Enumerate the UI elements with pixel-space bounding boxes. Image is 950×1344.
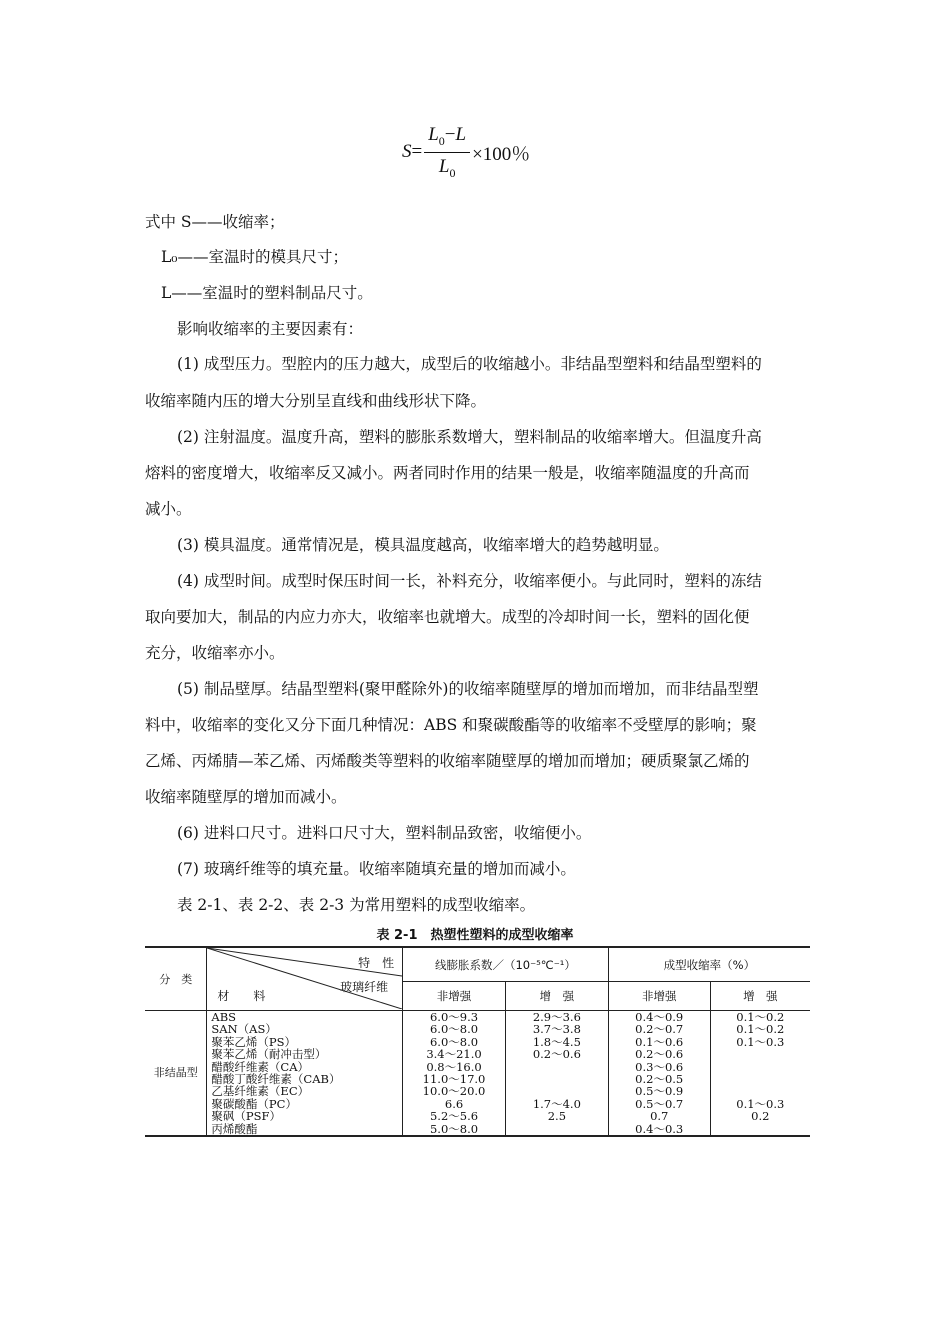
diag-bottom-label: 材 料 [217,989,266,1003]
shrinkage-unreinforced-cell: 0.2～0.5 [608,1073,710,1085]
shrinkage-reinforced-cell: 0.1～0.3 [710,1036,810,1048]
expansion-reinforced-cell: 1.7～4.0 [505,1098,608,1110]
expansion-unreinforced-cell: 3.4～21.0 [403,1048,506,1060]
material-name-cell: SAN（AS） [207,1023,403,1035]
table-group-shrinkage: 成型收缩率（%） [608,947,810,982]
material-name-cell: 丙烯酸酯 [207,1123,403,1136]
shrinkage-unreinforced-cell: 0.7 [608,1110,710,1122]
table-title: 表 2-1 热塑性塑料的成型收缩率 [376,928,574,943]
expansion-unreinforced-cell: 5.2～5.6 [403,1110,506,1122]
para2-line2: 熔料的密度增大，收缩率反又减小。两者同时作用的结果一般是，收缩率随温度的升高而 [145,464,750,482]
para1-line2: 收缩率随内压的增大分别呈直线和曲线形状下降。 [145,392,487,410]
shrinkage-table [145,946,810,1137]
definition-l: L——室温时的塑料制品尺寸。 [161,284,373,302]
shrinkage-reinforced-cell: 0.1～0.2 [710,1011,810,1024]
para4-line2: 取向要加大，制品的内应力亦大，收缩率也就增大。成型的冷却时间一长，塑料的固化便 [145,608,750,626]
para5-line3: 乙烯、丙烯腈—苯乙烯、丙烯酸类等塑料的收缩率随壁厚的增加而增加；硬质聚氯乙烯的 [145,752,750,770]
shrinkage-reinforced-cell [710,1048,810,1060]
expansion-unreinforced-cell: 0.8～16.0 [403,1061,506,1073]
table-category-cell: 非结晶型 [145,1011,207,1137]
formula-num-sub: 0 [438,133,445,148]
table-sub-reinforced-2: 增 强 [710,982,810,1011]
shrinkage-reinforced-cell [710,1061,810,1073]
table-row [145,1023,810,1035]
expansion-reinforced-cell: 1.8～4.5 [505,1036,608,1048]
para2-line1: (2) 注射温度。温度升高，塑料的膨胀系数增大，塑料制品的收缩率增大。但温度升高 [177,428,762,446]
shrinkage-reinforced-cell [710,1123,810,1136]
material-name-cell: 聚苯乙烯（PS） [207,1036,403,1048]
definition-s: 式中 S——收缩率； [145,213,285,231]
shrinkage-reinforced-cell: 0.1～0.2 [710,1023,810,1035]
table-category-header: 分 类 [145,947,207,1011]
material-name-cell: 醋酸纤维素（CA） [207,1061,403,1073]
expansion-unreinforced-cell: 5.0～8.0 [403,1123,506,1136]
definition-l0: L₀——室温时的模具尺寸； [161,248,349,266]
shrinkage-reinforced-cell [710,1073,810,1085]
para5-line1: (5) 制品壁厚。结晶型塑料(聚甲醛除外)的收缩率随壁厚的增加而增加，而非结晶型塑 [177,680,759,698]
shrinkage-reinforced-cell: 0.2 [710,1110,810,1122]
diag-mid-label: 玻璃纤维 [340,980,389,994]
shrinkage-formula [402,120,530,184]
table-row [145,1123,810,1136]
formula-den-sub: 0 [449,165,456,180]
table-row [145,1110,810,1122]
formula-num-r: L [455,123,467,145]
shrinkage-reinforced-cell: 0.1～0.3 [710,1098,810,1110]
material-name-cell: ABS [207,1011,403,1024]
shrinkage-unreinforced-cell: 0.5～0.9 [608,1085,710,1097]
shrinkage-unreinforced-cell: 0.2～0.6 [608,1048,710,1060]
shrinkage-unreinforced-cell: 0.3～0.6 [608,1061,710,1073]
para2-line3: 减小。 [145,500,192,518]
formula-lhs: S [402,141,412,162]
formula-eq: = [411,141,423,162]
material-name-cell: 醋酸丁酸纤维素（CAB） [207,1073,403,1085]
expansion-unreinforced-cell: 6.0～8.0 [403,1023,506,1035]
material-name-cell: 聚碳酸酯（PC） [207,1098,403,1110]
table-sub-unreinforced-2: 非增强 [608,982,710,1011]
table-sub-unreinforced-1: 非增强 [403,982,506,1011]
table-diagonal-header [207,947,403,1011]
para7-line1: (7) 玻璃纤维等的填充量。收缩率随填充量的增加而减小。 [177,860,576,878]
table-row [145,1085,810,1097]
shrinkage-unreinforced-cell: 0.5～0.7 [608,1098,710,1110]
shrinkage-unreinforced-cell: 0.4～0.9 [608,1011,710,1024]
table-sub-reinforced-1: 增 强 [505,982,608,1011]
para5-line2: 料中，收缩率的变化又分下面几种情况：ABS 和聚碳酸酯等的收缩率不受壁厚的影响；聚 [145,716,757,734]
material-name-cell: 乙基纤维素（EC） [207,1085,403,1097]
expansion-reinforced-cell: 3.7～3.8 [505,1023,608,1035]
expansion-unreinforced-cell: 10.0～20.0 [403,1085,506,1097]
factors-intro: 影响收缩率的主要因素有： [177,320,364,338]
diag-top-label: 特 性 [358,956,395,970]
formula-denominator [435,153,460,181]
table-row [145,1048,810,1060]
material-name-cell: 聚苯乙烯（耐冲击型） [207,1048,403,1060]
para4-line3: 充分，收缩率亦小。 [145,644,285,662]
para5-line4: 收缩率随壁厚的增加而减小。 [145,788,347,806]
shrinkage-unreinforced-cell: 0.2～0.7 [608,1023,710,1035]
expansion-reinforced-cell [505,1123,608,1136]
formula-numerator [424,124,470,153]
expansion-unreinforced-cell: 11.0～17.0 [403,1073,506,1085]
material-name-cell: 聚砜（PSF） [207,1110,403,1122]
expansion-unreinforced-cell: 6.6 [403,1098,506,1110]
shrinkage-reinforced-cell [710,1085,810,1097]
formula-den-l: L [438,155,450,177]
table-body [145,1011,810,1137]
para6-line1: (6) 进料口尺寸。进料口尺寸大，塑料制品致密，收缩便小。 [177,824,592,842]
expansion-reinforced-cell [505,1061,608,1073]
para8-line1: 表 2-1、表 2-2、表 2-3 为常用塑料的成型收缩率。 [177,896,536,914]
expansion-reinforced-cell: 2.9～3.6 [505,1011,608,1024]
expansion-reinforced-cell [505,1085,608,1097]
shrinkage-unreinforced-cell: 0.1～0.6 [608,1036,710,1048]
formula-minus: − [444,123,456,145]
table-group-expansion: 线膨胀系数／（10⁻⁵℃⁻¹） [403,947,609,982]
shrinkage-unreinforced-cell: 0.4～0.3 [608,1123,710,1136]
expansion-reinforced-cell [505,1073,608,1085]
expansion-reinforced-cell: 0.2～0.6 [505,1048,608,1060]
para4-line1: (4) 成型时间。成型时保压时间一长，补料充分，收缩率便小。与此同时，塑料的冻结 [177,572,762,590]
formula-fraction [424,124,470,181]
formula-num-l: L [428,123,439,145]
expansion-unreinforced-cell: 6.0～8.0 [403,1036,506,1048]
expansion-unreinforced-cell: 6.0～9.3 [403,1011,506,1024]
expansion-reinforced-cell: 2.5 [505,1110,608,1122]
para3-line1: (3) 模具温度。通常情况是，模具温度越高，收缩率增大的趋势越明显。 [177,536,669,554]
para1-line1: (1) 成型压力。型腔内的压力越大，成型后的收缩越小。非结晶型塑料和结晶型塑料的 [177,355,762,373]
formula-times: ×100％ [472,143,531,165]
